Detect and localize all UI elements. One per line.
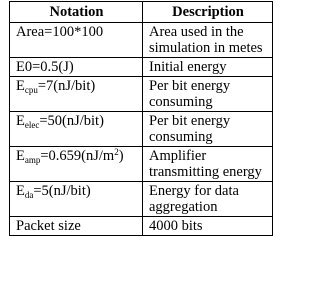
notation-symbol: E0 [16, 59, 33, 75]
notation-subscript: amp [24, 155, 41, 165]
notation-table [9, 1, 273, 236]
notation-cell [10, 147, 143, 182]
table-row [10, 77, 273, 112]
notation-subscript: da [24, 190, 34, 200]
table-row [10, 182, 273, 217]
notation-subscript: elec [24, 120, 40, 130]
header-description: Description [143, 2, 273, 23]
description-cell: Per bit energy consuming [143, 77, 273, 112]
table-row [10, 217, 273, 236]
header-notation: Notation [10, 2, 143, 23]
notation-subscript: cpu [24, 85, 38, 95]
description-cell: 4000 bits [143, 217, 273, 236]
table-row [10, 112, 273, 147]
description-cell: Energy for data aggregation [143, 182, 273, 217]
table-body [10, 23, 273, 236]
table-row [10, 23, 273, 58]
table-row [10, 58, 273, 77]
notation-symbol: E [16, 183, 25, 199]
notation-cell [10, 58, 143, 77]
notation-value: =5(nJ/bit) [33, 183, 91, 199]
notation-tail: ) [118, 148, 124, 164]
notation-value: =0.659(nJ/m [40, 148, 115, 164]
notation-cell [10, 182, 143, 217]
description-cell: Initial energy [143, 58, 273, 77]
notation-symbol: E [16, 148, 25, 164]
description-cell: Per bit energy consuming [143, 112, 273, 147]
table-row [10, 147, 273, 182]
notation-value: =100*100 [44, 24, 104, 40]
notation-cell [10, 112, 143, 147]
notation-symbol: Area [16, 24, 45, 40]
notation-value: =50(nJ/bit) [39, 113, 104, 129]
notation-symbol: Packet size [16, 218, 81, 234]
description-cell: Amplifier transmitting energy [143, 147, 273, 182]
header-row [10, 2, 273, 23]
notation-superscript: 2 [114, 147, 119, 157]
notation-cell [10, 217, 143, 236]
notation-symbol: E [16, 113, 25, 129]
notation-symbol: E [16, 78, 25, 94]
notation-cell [10, 23, 143, 58]
description-cell: Area used in the simulation in metes [143, 23, 273, 58]
notation-value: =7(nJ/bit) [37, 78, 96, 94]
notation-cell [10, 77, 143, 112]
notation-value: =0.5(J) [32, 59, 74, 75]
